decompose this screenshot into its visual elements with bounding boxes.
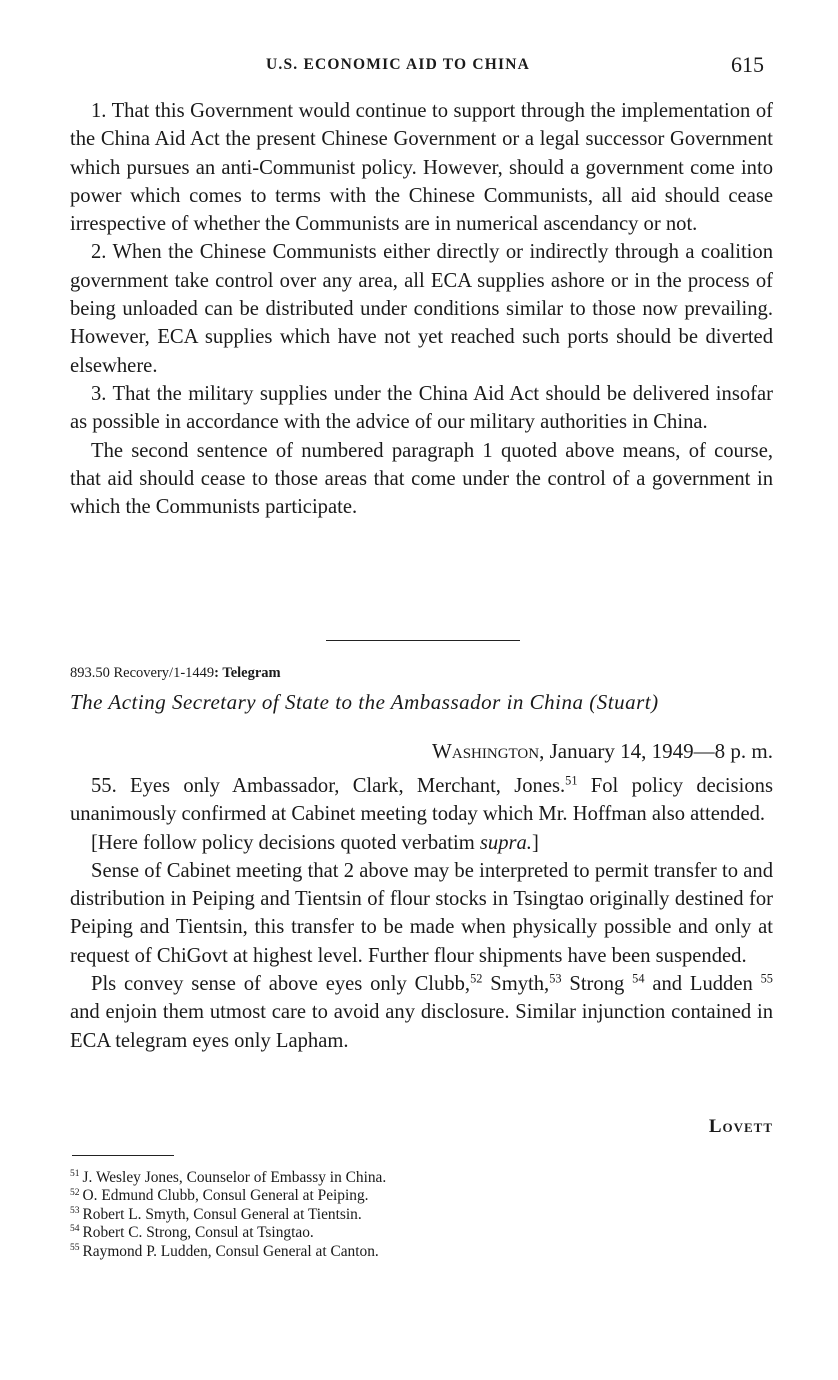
signature: Lovett	[708, 1116, 773, 1137]
document-reference	[70, 665, 281, 682]
footnote	[70, 1206, 770, 1224]
footnote-text: Raymond P. Ludden, Consul General at Canton.	[82, 1242, 379, 1260]
footnote	[70, 1224, 770, 1242]
paragraph	[70, 829, 773, 857]
footnotes	[70, 1169, 770, 1261]
paragraph: 1. That this Government would continue to support through the implementation of the China Aid Act the present Chinese Government or a legal successor Government which pursues an anti-Communist policy. However, should a government come into power which comes to terms with the Chinese Communists, all aid should cease irrespective of whether the Communists are in numerical ascendancy or not.	[70, 100, 773, 236]
paragraph	[70, 772, 773, 829]
footnote-ref: 55	[760, 971, 773, 986]
footnote-ref: 51	[565, 773, 578, 788]
running-head: U.S. ECONOMIC AID TO CHINA	[266, 56, 531, 73]
section-divider	[326, 640, 520, 641]
file-reference: 893.50 Recovery/1-1449	[70, 665, 215, 681]
text-run: and enjoin them utmost care to avoid any disclosure. Similar injunction contained in ECA telegram eyes only Lapham.	[70, 1001, 773, 1052]
text-run: Strong	[561, 973, 633, 996]
footnote	[70, 1187, 770, 1205]
footnote-ref: 53	[549, 971, 562, 986]
footnote-ref: 54	[632, 971, 645, 986]
footnote-number: 51	[70, 1168, 80, 1180]
paragraph	[70, 970, 773, 1055]
footnote-ref: 52	[470, 971, 483, 986]
paragraph: The second sentence of numbered paragraph 1 quoted above means, of course, that aid should cease to those areas that come under the control of a government in which the Communists participate.	[70, 439, 773, 519]
paragraph-lead: [Here follow policy decisions quoted verbatim	[91, 831, 480, 854]
footnote	[70, 1169, 770, 1187]
dateline	[432, 739, 773, 764]
dateline-place: Washington	[432, 739, 540, 763]
page-number: 615	[731, 52, 764, 77]
paragraph-rest: Fol policy decisions unanimously confirmed at Cabinet meeting today which Mr. Hoffman also attended.	[70, 775, 773, 826]
footnote-text: J. Wesley Jones, Counselor of Embassy in China.	[82, 1169, 387, 1186]
text-run: Pls convey sense of above eyes only Clubb,	[91, 973, 471, 996]
paragraph: Sense of Cabinet meeting that 2 above may be interpreted to permit transfer to and distribution in Peiping and Tientsin of flour stocks in Tsingtao originally destined for Peiping and Tientsin, this transfer to be made when physically possible and only at request of ChiGovt at highest level. Further flour shipments have been suspended.	[70, 859, 773, 967]
footnote-text: O. Edmund Clubb, Consul General at Peiping.	[82, 1187, 369, 1205]
paragraph-end: ]	[531, 831, 539, 854]
paragraph-lead: 55. Eyes only Ambassador, Clark, Merchant, Jones.	[91, 775, 566, 797]
footnote-text: Robert C. Strong, Consul at Tsingtao.	[82, 1224, 314, 1242]
footnote-divider	[72, 1155, 174, 1156]
dateline-date: , January 14, 1949—8 p. m.	[539, 739, 773, 763]
paragraph: 2. When the Chinese Communists either directly or indirectly through a coalition government take control over any area, all ECA supplies ashore or in the process of being unloaded can be distributed under conditions similar to those now prevailing. However, ECA supplies which have not yet reached such ports should be diverted elsewhere.	[70, 241, 773, 377]
footnote-number: 55	[70, 1241, 80, 1253]
italic-word: supra.	[479, 831, 532, 854]
page-header	[0, 52, 838, 82]
document-type: : Telegram	[214, 665, 281, 681]
recipient-name: (Stuart)	[589, 690, 659, 714]
footnote	[70, 1243, 770, 1261]
text-run: and Ludden	[644, 973, 761, 996]
policy-paragraphs	[70, 97, 773, 521]
telegram-body	[70, 772, 773, 1055]
title-text: The Acting Secretary of State to the Ambassador in China	[70, 690, 584, 714]
paragraph: 3. That the military supplies under the China Aid Act should be delivered insofar as possible in accordance with the advice of our military authorities in China.	[70, 382, 773, 434]
text-run: Smyth,	[482, 973, 550, 996]
document-title	[70, 690, 780, 715]
footnote-text: Robert L. Smyth, Consul General at Tientsin.	[82, 1205, 362, 1223]
footnote-number: 52	[70, 1186, 80, 1198]
footnote-number: 54	[70, 1223, 80, 1235]
footnote-number: 53	[70, 1204, 80, 1216]
